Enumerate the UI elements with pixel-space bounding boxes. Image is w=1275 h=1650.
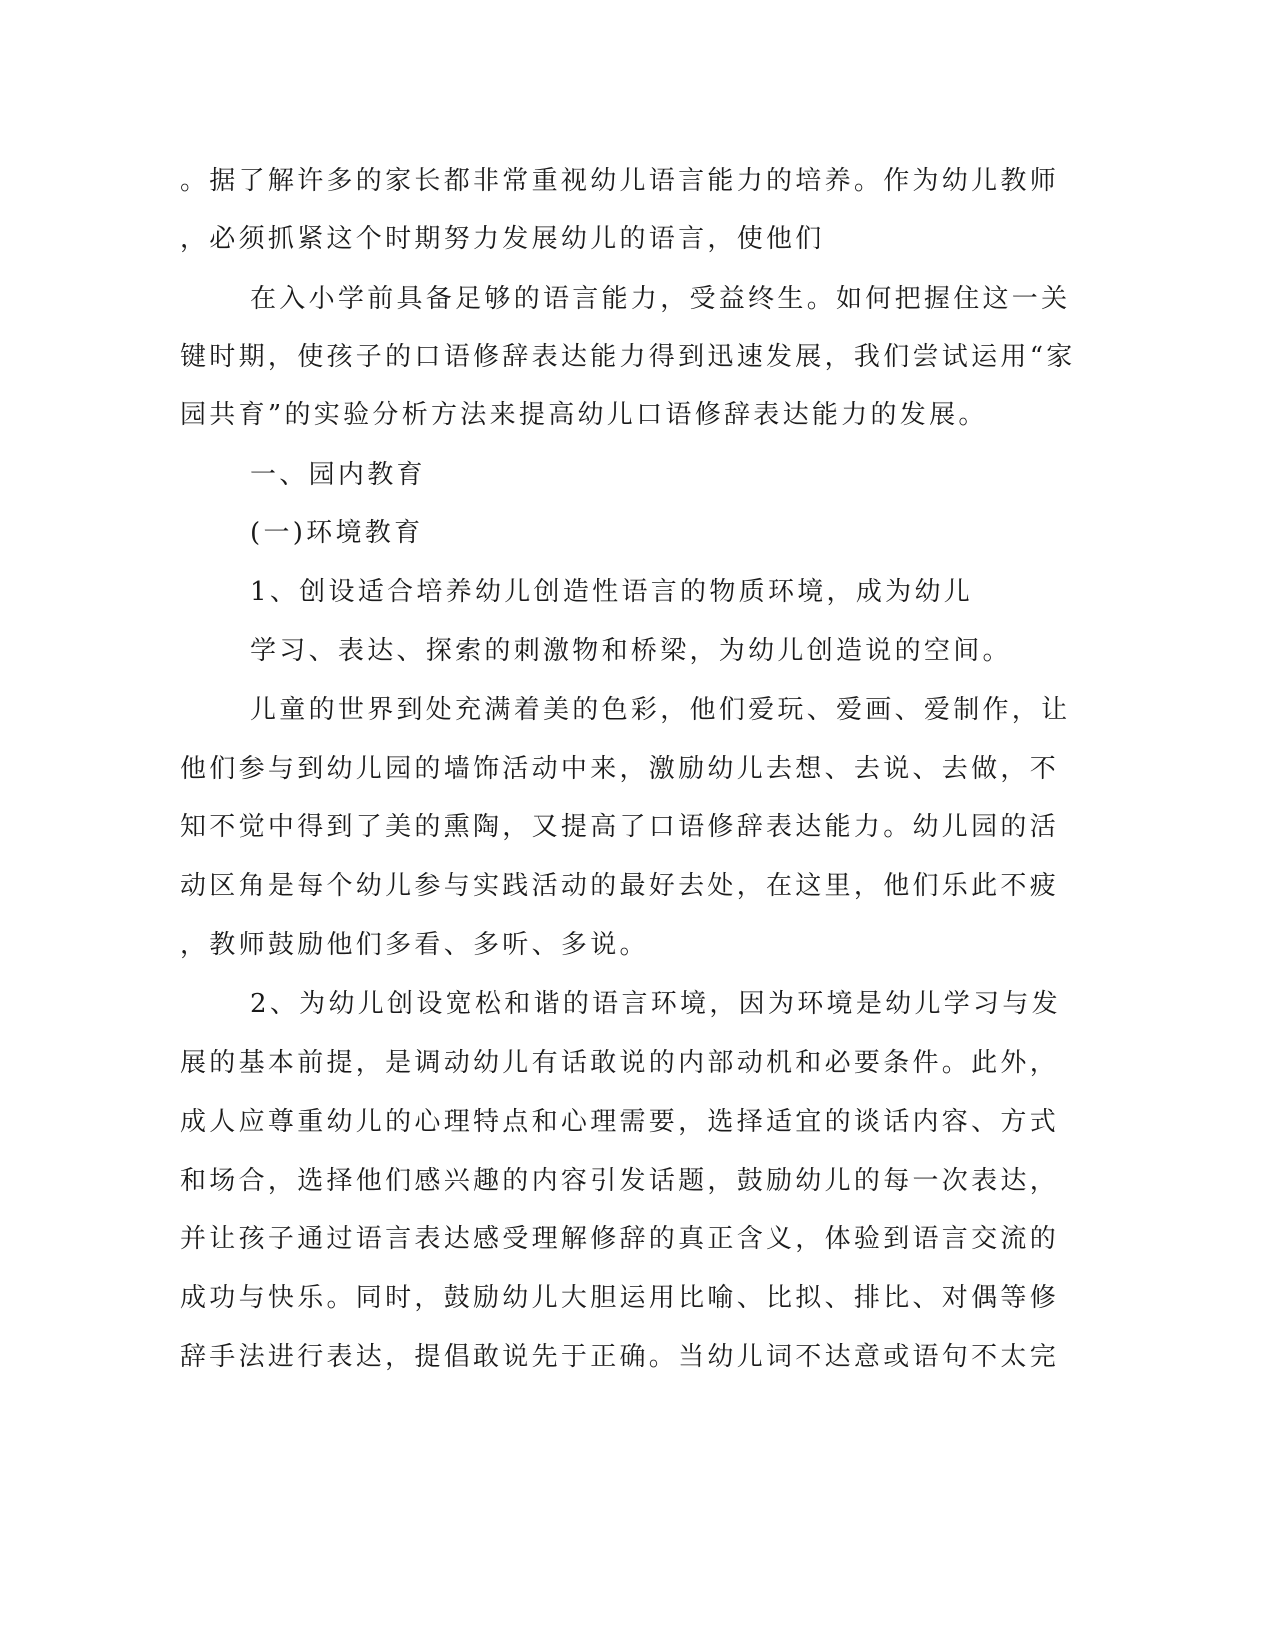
section-heading: 一、园内教育 <box>250 460 426 490</box>
text-line: 学习、表达、探索的刺激物和桥梁，为幼儿创造说的空间。 <box>250 636 1012 666</box>
text-line: 展的基本前提，是调动幼儿有话敢说的内部动机和必要条件。此外， <box>180 1048 1060 1078</box>
text-line: ，教师鼓励他们多看、多听、多说。 <box>180 930 649 960</box>
text-line: 。据了解许多的家长都非常重视幼儿语言能力的培养。作为幼儿教师 <box>180 166 1060 196</box>
text-line: 动区角是每个幼儿参与实践活动的最好去处，在这里，他们乐此不疲 <box>180 871 1060 901</box>
subsection-heading: (一)环境教育 <box>250 518 424 548</box>
text-line: 在入小学前具备足够的语言能力，受益终生。如何把握住这一关 <box>250 284 1071 314</box>
text-line: 和场合，选择他们感兴趣的内容引发话题，鼓励幼儿的每一次表达， <box>180 1166 1060 1196</box>
text-line: 键时期，使孩子的口语修辞表达能力得到迅速发展，我们尝试运用“家 <box>180 342 1076 372</box>
text-line: 儿童的世界到处充满着美的色彩，他们爱玩、爱画、爱制作，让 <box>250 695 1071 725</box>
text-line: 成人应尊重幼儿的心理特点和心理需要，选择适宜的谈话内容、方式 <box>180 1107 1060 1137</box>
text-line: 他们参与到幼儿园的墙饰活动中来，激励幼儿去想、去说、去做，不 <box>180 754 1060 784</box>
text-line: 园共育”的实验分析方法来提高幼儿口语修辞表达能力的发展。 <box>180 400 988 430</box>
text-line: ，必须抓紧这个时期努力发展幼儿的语言，使他们 <box>180 224 825 254</box>
text-line: 并让孩子通过语言表达感受理解修辞的真正含义，体验到语言交流的 <box>180 1224 1060 1254</box>
text-line: 辞手法进行表达，提倡敢说先于正确。当幼儿词不达意或语句不太完 <box>180 1342 1060 1372</box>
text-line: 1、创设适合培养幼儿创造性语言的物质环境，成为幼儿 <box>250 577 974 607</box>
text-line: 成功与快乐。同时，鼓励幼儿大胆运用比喻、比拟、排比、对偶等修 <box>180 1283 1060 1313</box>
text-line: 2、为幼儿创设宽松和谐的语言环境，因为环境是幼儿学习与发 <box>250 989 1061 1019</box>
text-line: 知不觉中得到了美的熏陶，又提高了口语修辞表达能力。幼儿园的活 <box>180 812 1060 842</box>
